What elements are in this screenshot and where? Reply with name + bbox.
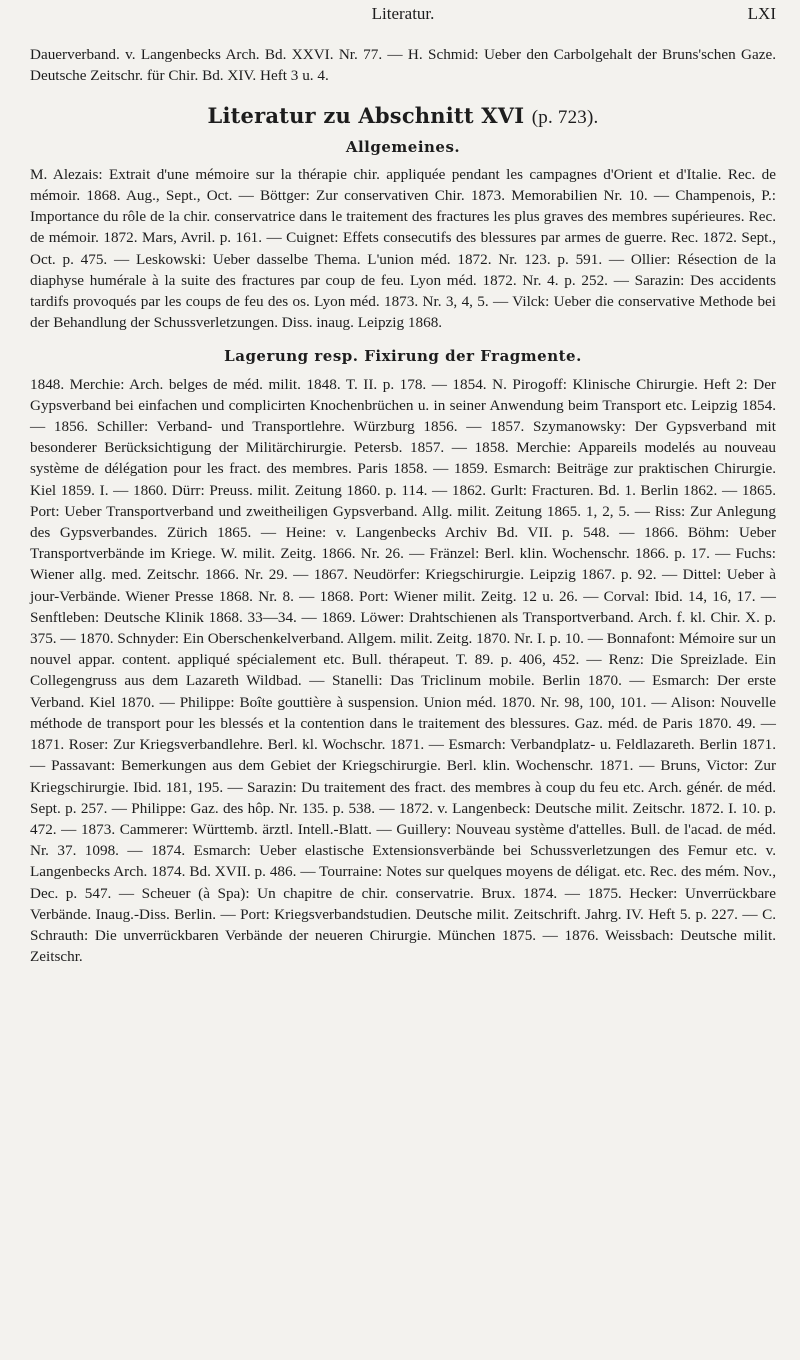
section-title-text: Literatur zu Abschnitt XVI: [207, 103, 525, 129]
fixation-paragraph: 1848. Merchie: Arch. belges de méd. milit. 1848. T. II. p. 178. — 1854. N. Pirogoff: Klinische Chirurgie. Heft 2: Der Gypsverband bei einfachen und complicirten Knochenbrüchen u. in seiner Anwendung beim Transport etc. Leipzig 1854. — 1856. Schiller: Verband- und Transportlehre. Würzburg 1856. — 1857. Szymanowsky: Der Gypsverband mit besonderer Berücksichtigung der Militärchirurgie. Petersb. 1857. — 1858. Merchie: Appareils modelés au nouveau système de délégation pour les fract. des membres. Paris 1858. — 1859. Esmarch: Beiträge zur praktischen Chirurgie. Kiel 1859. I. — 1860. Dürr: Preuss. milit. Zeitung 1860. p. 114. — 1862. Gurlt: Fracturen. Bd. 1. Berlin 1862. — 1865. Port: Ueber Transportverband und zweitheiligen Gypsverband. Allg. milit. Zeitung 1865. 1, 2, 5. — Riss: Zur Anlegung des Gypsverbandes. Zürich 1865. — Heine: v. Langenbecks Archiv Bd. VII. p. 548. — 1866. Böhm: Ueber Transportverbände im Kriege. W. milit. Zeitg. 1866. Nr. 26. — Fränzel: Berl. klin. Wochenschr. 1866. p. 17. — Fuchs: Wiener allg. med. Zeitschr. 1866. Nr. 29. — 1867. Neudörfer: Kriegschirurgie. Leipzig 1867. p. 92. — Dittel: Ueber à jour-Verbände. Wiener Presse 1868. Nr. 8. — 1868. Port: Wiener milit. Zeitg. 12 u. 26. — Corval: Ibid. 14, 16, 17. — Senftleben: Deutsche Klinik 1868. 33—34. — 1869. Löwer: Drahtschienen als Transportverband. Arch. f. kl. Chir. X. p. 375. — 1870. Schnyder: Ein Oberschenkelverband. Allgem. milit. Zeitg. 1870. Nr. I. p. 10. — Bonnafont: Mémoire sur un nouvel appar. content. appliqué spécialement etc. Bull. thérapeut. T. 89. p. 406, 452. — Renz: Die Spreizlade. Ein Collegengruss aus dem Lazareth Wildbad. — Stanelli: Das Triclinum mobile. Berlin 1870. — Esmarch: Der erste Verband. Kiel 1870. — Philippe: Boîte gouttière à suspension. Union méd. 1870. Nr. 98, 100, 101. — Alison: Nouvelle méthode de transport pour les blessés et la contention dans le traitement des blessures. Gaz. méd. de Paris 1870. 49. — 1871. Roser: Zur Kriegsverbandlehre. Berl. kl. Wochschr. 1871. — Esmarch: Verbandplatz- u. Feldlazareth. Berlin 1871. — Passavant: Bemerkungen aus dem Gebiet der Kriegschirurgie. Berl. klin. Wochenschr. 1871. — Bruns, Victor: Zur Kriegschirurgie. Ibid. 181, 195. — Sarazin: Du traitement des fract. des membres à coup du feu etc. Arch. génér. de méd. Sept. p. 257. — Philippe: Gaz. des hôp. Nr. 135. p. 538. — 1872. v. Langenbeck: Deutsche milit. Zeitschr. 1872. I. 10. p. 472. — 1873. Cammerer: Württemb. ärztl. Intell.-Blatt. — Guillery: Nouveau système d'attelles. Bull. de l'acad. de méd. Nr. 37. 1098. — 1874. Esmarch: Ueber elastische Extensionsverbände bei Schussverletzungen des Femur etc. v. Langenbecks Arch. 1874. Bd. XVII. p. 486. — Tourraine: Notes sur quelques moyens de déligat. etc. Rec. des mém. Nov., Dec. p. 547. — Scheuer (à Spa): Un chapitre de chir. conservatrie. Brux. 1874. — 1875. Hecker: Unverrückbare Verbände. Inaug.-Diss. Berlin. — Port: Kriegsverbandstudien. Deutsche milit. Zeitschrift. Jahrg. IV. Heft 5. p. 227. — C. Schrauth: Die unverrückbaren Verbände der neueren Chirurgie. München 1875. — 1876. Weissbach: Deutsche milit. Zeitschr.: [30, 375, 776, 966]
page-number: LXI: [747, 4, 776, 23]
general-paragraph: M. Alezais: Extrait d'une mémoire sur la thérapie chir. appliquée pendant les campagnes d'Orient et d'Italie. Rec. de mémoir. 1868. Aug., Sept., Oct. — Böttger: Zur conservativen Chir. 1873. Memorabilien Nr. 10. — Champenois, P.: Importance du rôle de la chir. conservatrice dans le traitement des fractures les plus graves des membres supérieures. Rec. de mémoir. 1872. Mars, Avril. p. 161. — Cuignet: Effets consecutifs des blessures par armes de guerre. Rec. 1872. Sept., Oct. p. 475. — Leskowski: Ueber dasselbe Thema. L'union méd. 1872. Nr. 123. p. 591. — Ollier: Résection de la diaphyse humérale à la suite des fractures par coup de feu. Lyon méd. 1872. Nr. 4. p. 252. — Sarazin: Des accidents tardifs provoqués par les coups de feu des os. Lyon méd. 1873. Nr. 3, 4, 5. — Vilck: Ueber die conservative Methode bei der Behandlung der Schussverletzungen. Diss. inaug. Leipzig 1868.: [30, 165, 776, 332]
intro-paragraph: Dauerverband. v. Langenbecks Arch. Bd. XXVI. Nr. 77. — H. Schmid: Ueber den Carbolgehalt der Bruns'schen Gaze. Deutsche Zeitschr. für Chir. Bd. XIV. Heft 3 u. 4.: [30, 46, 776, 85]
running-header: [30, 4, 776, 30]
running-title: Literatur.: [371, 4, 435, 23]
book-page: [30, 0, 776, 1360]
section-page-ref: (p. 723).: [531, 107, 599, 129]
page-body: [30, 44, 776, 967]
subheading-general: Allgemeines.: [345, 137, 461, 156]
section-title: [30, 105, 776, 128]
subheading-fixation: Lagerung resp. Fixirung der Fragmente.: [224, 347, 582, 366]
